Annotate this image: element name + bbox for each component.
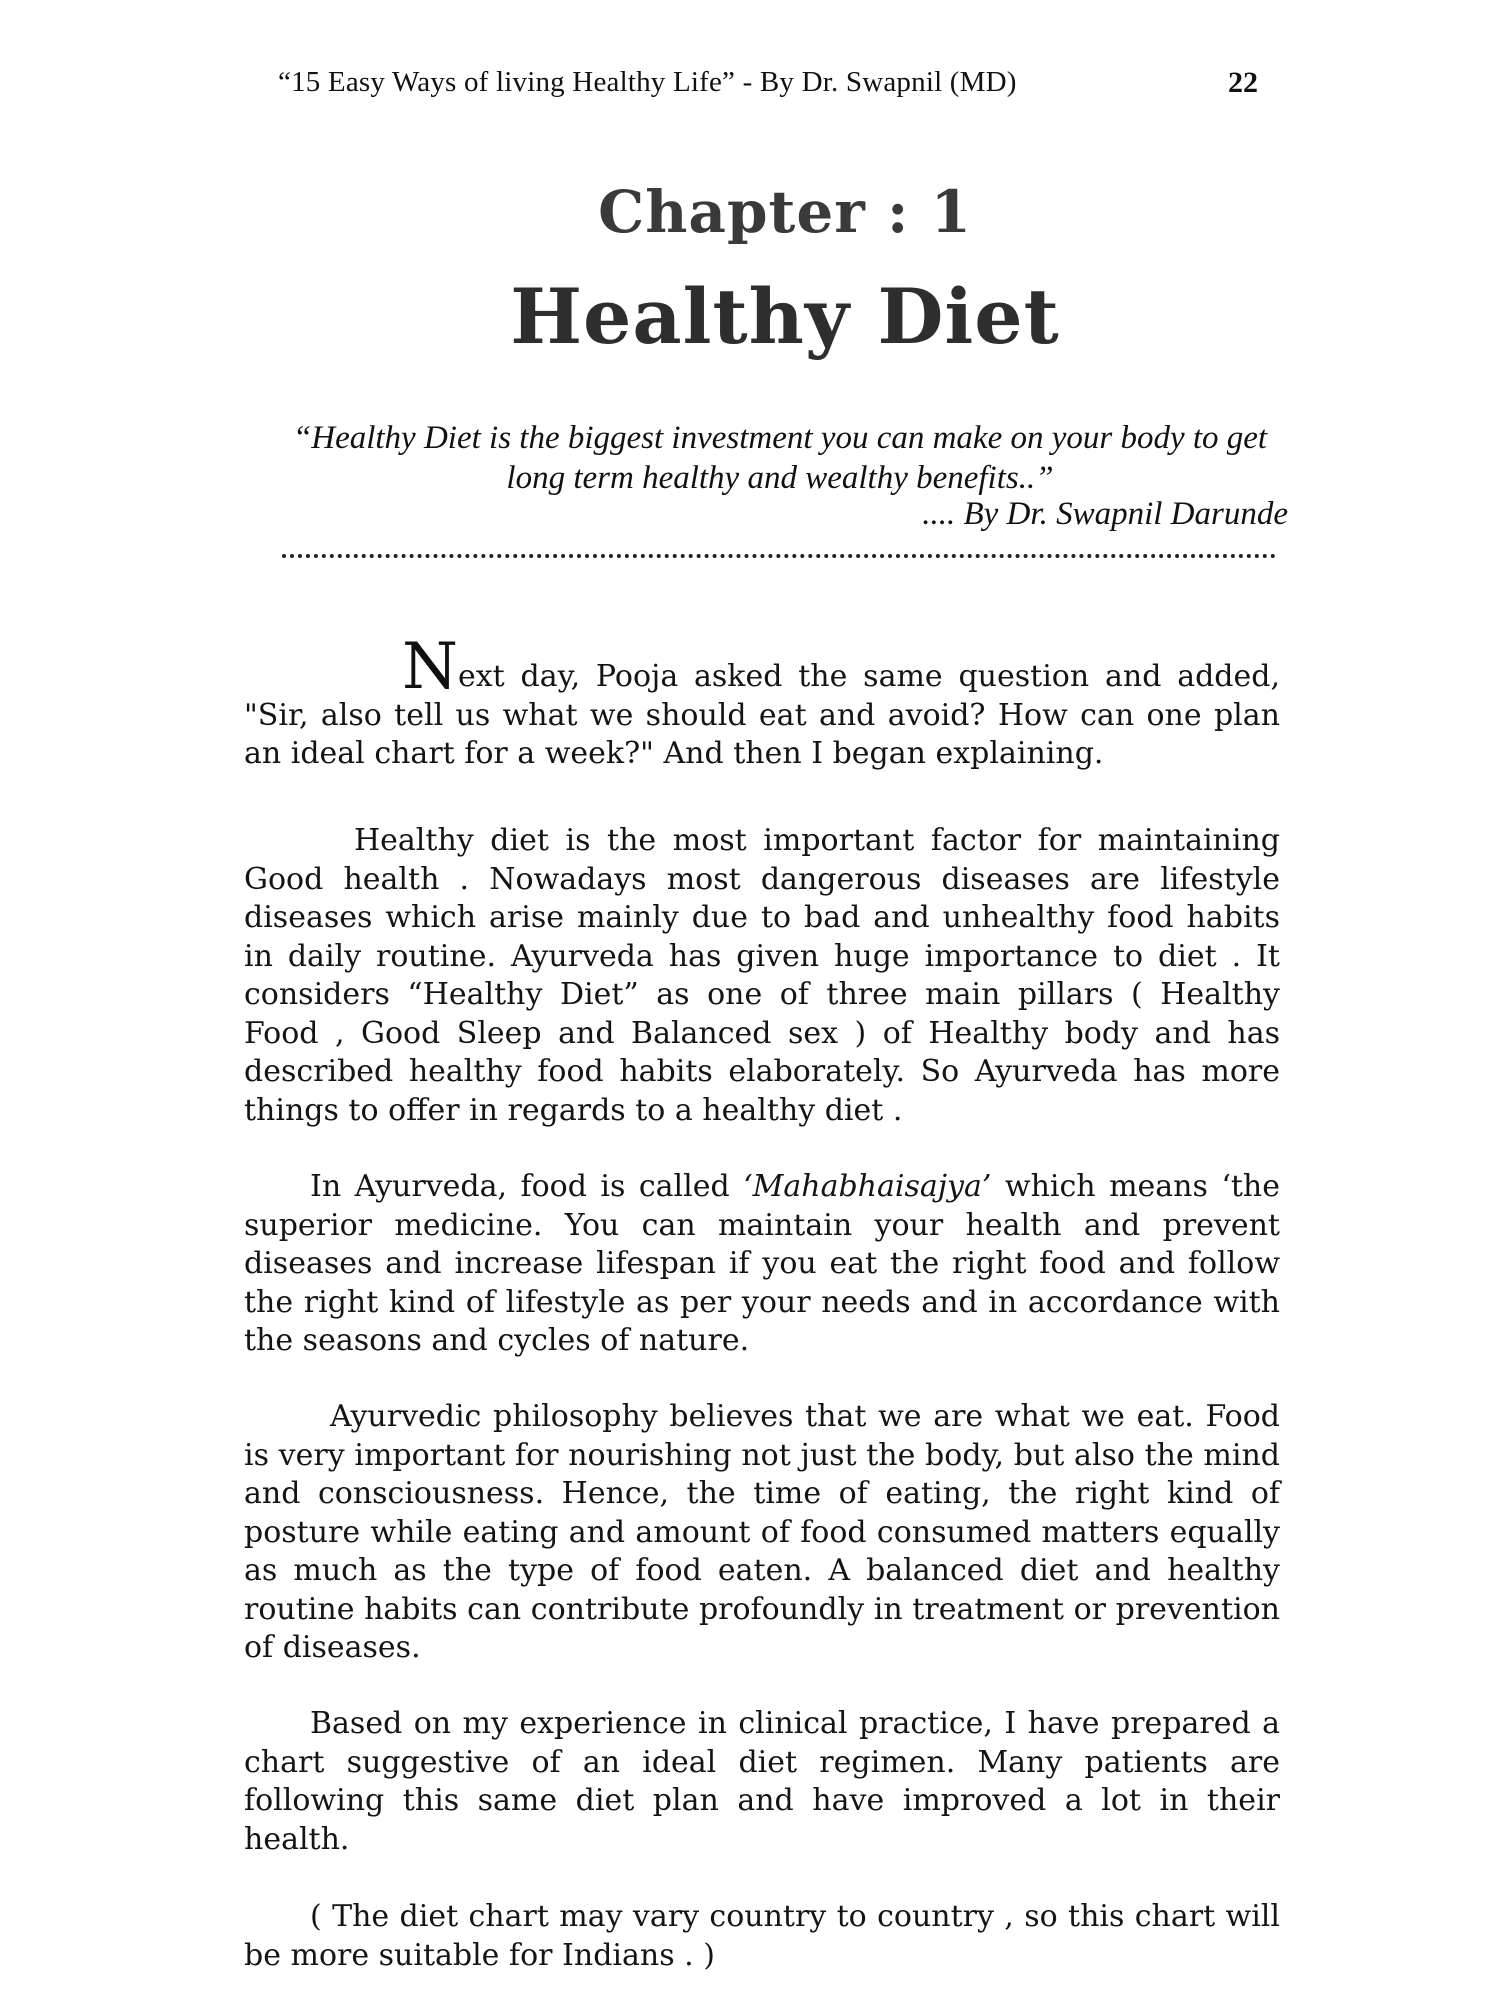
term-mahabhaisajya: ‘Mahabhaisajya’ (743, 1169, 992, 1204)
chapter-label: Chapter : 1 (598, 178, 972, 246)
paragraph-6: ( The diet chart may vary country to country , so this chart will be more suitable for Indians . ) (244, 1899, 1280, 1973)
paragraph-3-text-end: which means ‘the superior medicine. You can maintain your health and prevent diseases and increase lifespan if you eat the right food and follow the right kind of lifestyle as per your needs and in accordance with the seasons and cycles of nature. (244, 1169, 1281, 1358)
running-header-title: “15 Easy Ways of living Healthy Life” - By Dr. Swapnil (MD) (278, 66, 1017, 98)
paragraph-2: Healthy diet is the most important factor for maintaining Good health . Nowadays most dangerous diseases are lifestyle diseases which arise mainly due to bad and unhealthy food habits in daily routine. Ayurveda has given huge importance to diet . It considers “Healthy Diet” as one of three main pillars ( Healthy Food , Good Sleep and Balanced sex ) of Healthy body and has described healthy food habits elaborately. So Ayurveda has more things to offer in regards to a healthy diet . (244, 823, 1280, 1128)
dotted-divider (282, 554, 1276, 558)
paragraph-5: Based on my experience in clinical practice, I have prepared a chart suggestive of an ideal diet regimen. Many patients are following this same diet plan and have improved a lot in their health. (244, 1706, 1280, 1857)
paragraph-1 (244, 630, 1280, 774)
chapter-title: Healthy Diet (510, 272, 1060, 361)
drop-cap: N (402, 630, 458, 704)
page-number: 22 (1228, 66, 1258, 99)
epigraph-quote: “Healthy Diet is the biggest investment you can make on your body to get long term healthy and wealthy benefits..” (292, 420, 1268, 496)
paragraph-4: Ayurvedic philosophy believes that we are what we eat. Food is very important for nourishing not just the body, but also the mind and consciousness. Hence, the time of eating, the right kind of posture while eating and amount of food consumed matters equally as much as the type of food eaten. A balanced diet and healthy routine habits can contribute profoundly in treatment or prevention of diseases. (244, 1399, 1280, 1665)
paragraph-1-text: ext day, Pooja asked the same question and added, "Sir, also tell us what we should eat and avoid? How can one plan an ideal chart for a week?" And then I began explaining. (244, 659, 1280, 771)
epigraph-attribution: .... By Dr. Swapnil Darunde (922, 496, 1288, 532)
paragraph-3 (244, 1168, 1280, 1361)
paragraph-3-text-start: In Ayurveda, food is called (310, 1169, 744, 1204)
